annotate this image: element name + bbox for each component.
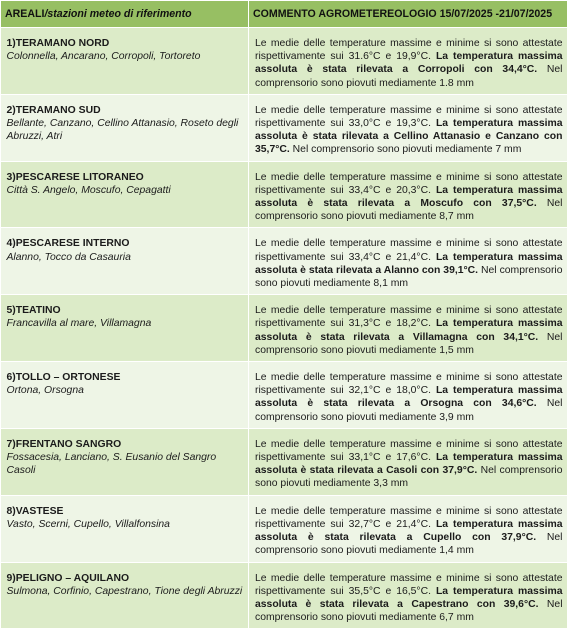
table-row: [1, 228, 567, 295]
comment-text: [255, 171, 563, 224]
comment-cell: [249, 495, 567, 562]
comment-max-temp: La temperatura massima assoluta è stata rilevata a Cellino Attanasio e Canzano con 35,7°C.: [255, 118, 563, 155]
comment-rain: Nel comprensorio sono piovuti mediamente 8,7 mm: [255, 198, 563, 222]
area-name: 8)VASTESE: [7, 505, 244, 518]
table-row: [1, 28, 567, 95]
area-cell: [1, 428, 249, 495]
comment-averages: Le medie delle temperature massime e minime si sono attestate rispettivamente sui 33,1°C e 17,6°C.: [255, 439, 563, 463]
comment-rain: Nel comprensorio sono piovuti mediamente 3,9 mm: [255, 398, 563, 422]
area-name: 5)TEATINO: [7, 304, 244, 317]
comment-averages: Le medie delle temperature massime e minime si sono attestate rispettivamente sui 32,1°C e 18,0°C.: [255, 372, 563, 396]
area-stations: Sulmona, Corfinio, Capestrano, Tione degli Abruzzi: [7, 585, 244, 598]
comment-text: [255, 104, 563, 157]
comment-rain: Nel comprensorio sono piovuti mediamente 6,7 mm: [255, 599, 563, 623]
comment-text: [255, 572, 563, 625]
comment-averages: Le medie delle temperature massime e minime si sono attestate rispettivamente sui 33,4°C e 20,3°C.: [255, 172, 563, 196]
area-cell: [1, 94, 249, 161]
comment-max-temp: La temperatura massima assoluta è stata rilevata a Corropoli con 34,4°C.: [255, 51, 563, 75]
comment-cell: [249, 161, 567, 228]
comment-rain: Nel comprensorio sono piovuti mediamente 1,5 mm: [255, 332, 562, 356]
comment-text: [255, 237, 563, 290]
table-row: [1, 428, 567, 495]
table-header-row: [1, 1, 567, 28]
table-row: [1, 94, 567, 161]
area-stations: Francavilla al mare, Villamagna: [7, 317, 244, 330]
area-stations: Alanno, Tocco da Casauria: [7, 251, 244, 264]
comment-averages: Le medie delle temperature massime e minime si sono attestate rispettivamente sui 35,5°C e 16,5°C.: [255, 573, 563, 597]
comment-rain: Nel comprensorio sono piovuti mediamente 7 mm: [290, 144, 522, 155]
header-areas-bold: AREALI: [5, 8, 44, 20]
area-cell: [1, 161, 249, 228]
header-comment: COMMENTO AGROMETEREOLOGIO 15/07/2025 -21/07/2025: [249, 1, 567, 28]
area-name: 7)FRENTANO SANGRO: [7, 438, 244, 451]
table-row: [1, 362, 567, 429]
comment-cell: [249, 362, 567, 429]
comment-averages: Le medie delle temperature massime e minime si sono attestate rispettivamente sui 32,7°C e 21,4°C.: [255, 506, 563, 530]
comment-averages: Le medie delle temperature massime e minime si sono attestate rispettivamente sui 31,3°C e 18,2°C.: [255, 305, 563, 329]
comment-max-temp: La temperatura massima assoluta è stata rilevata a Capestrano con 39,6°C.: [255, 586, 563, 610]
comment-cell: [249, 28, 567, 95]
comment-rain: Nel comprensorio sono piovuti mediamente 1.8 mm: [255, 64, 563, 88]
area-name: 6)TOLLO – ORTONESE: [7, 371, 244, 384]
comment-max-temp: La temperatura massima assoluta è stata rilevata a Alanno con 39,1°C.: [255, 252, 563, 276]
area-cell: [1, 228, 249, 295]
comment-text: [255, 371, 563, 424]
comment-max-temp: La temperatura massima assoluta è stata rilevata a Villamagna con 34,1°C.: [255, 318, 563, 342]
area-stations: Fossacesia, Lanciano, S. Eusanio del Sangro Casoli: [7, 451, 244, 477]
comment-cell: [249, 94, 567, 161]
area-cell: [1, 295, 249, 362]
comment-text: [255, 37, 563, 90]
comment-max-temp: La temperatura massima assoluta è stata rilevata a Cupello con 37,9°C.: [255, 519, 563, 543]
comment-cell: [249, 295, 567, 362]
area-name: 3)PESCARESE LITORANEO: [7, 171, 244, 184]
area-stations: Bellante, Canzano, Cellino Attanasio, Roseto degli Abruzzi, Atri: [7, 117, 244, 143]
comment-rain: Nel comprensorio sono piovuti mediamente 1,4 mm: [255, 532, 563, 556]
comment-max-temp: La temperatura massima assoluta è stata rilevata a Casoli con 37,9°C.: [255, 452, 563, 476]
comment-averages: Le medie delle temperature massime e minime si sono attestate rispettivamente sui 33,4°C e 21,4°C.: [255, 238, 563, 262]
area-name: 2)TERAMANO SUD: [7, 104, 244, 117]
table-row: [1, 562, 567, 628]
area-name: 1)TERAMANO NORD: [7, 37, 244, 50]
comment-text: [255, 438, 563, 491]
comment-averages: Le medie delle temperature massime e minime si sono attestate rispettivamente sui 33,0°C e 19,3°C.: [255, 105, 563, 129]
comment-text: [255, 304, 563, 357]
area-cell: [1, 562, 249, 628]
area-stations: Ortona, Orsogna: [7, 384, 244, 397]
comment-cell: [249, 562, 567, 628]
header-areas-rest: /stazioni meteo di riferimento: [44, 8, 191, 20]
comment-rain: Nel comprensorio sono piovuti mediamente 3,3 mm: [255, 465, 563, 489]
table-row: [1, 495, 567, 562]
area-name: 4)PESCARESE INTERNO: [7, 237, 244, 250]
area-stations: Città S. Angelo, Moscufo, Cepagatti: [7, 184, 244, 197]
table-row: [1, 161, 567, 228]
header-areas: [1, 1, 249, 28]
area-name: 9)PELIGNO – AQUILANO: [7, 572, 244, 585]
comment-cell: [249, 428, 567, 495]
area-cell: [1, 28, 249, 95]
comment-averages: Le medie delle temperature massime e minime si sono attestate rispettivamente sui 31.6°C e 19,9°C.: [255, 38, 563, 62]
comment-max-temp: La temperatura massima assoluta è stata rilevata a Moscufo con 37,5°C.: [255, 185, 563, 209]
area-stations: Vasto, Scerni, Cupello, Villalfonsina: [7, 518, 244, 531]
area-cell: [1, 495, 249, 562]
comment-text: [255, 505, 563, 558]
area-cell: [1, 362, 249, 429]
area-stations: Colonnella, Ancarano, Corropoli, Tortoreto: [7, 50, 244, 63]
table-row: [1, 295, 567, 362]
comment-rain: Nel comprensorio sono piovuti mediamente 8,1 mm: [255, 265, 563, 289]
comment-max-temp: La temperatura massima assoluta è stata rilevata a Orsogna con 34,6°C.: [255, 385, 563, 409]
comment-cell: [249, 228, 567, 295]
